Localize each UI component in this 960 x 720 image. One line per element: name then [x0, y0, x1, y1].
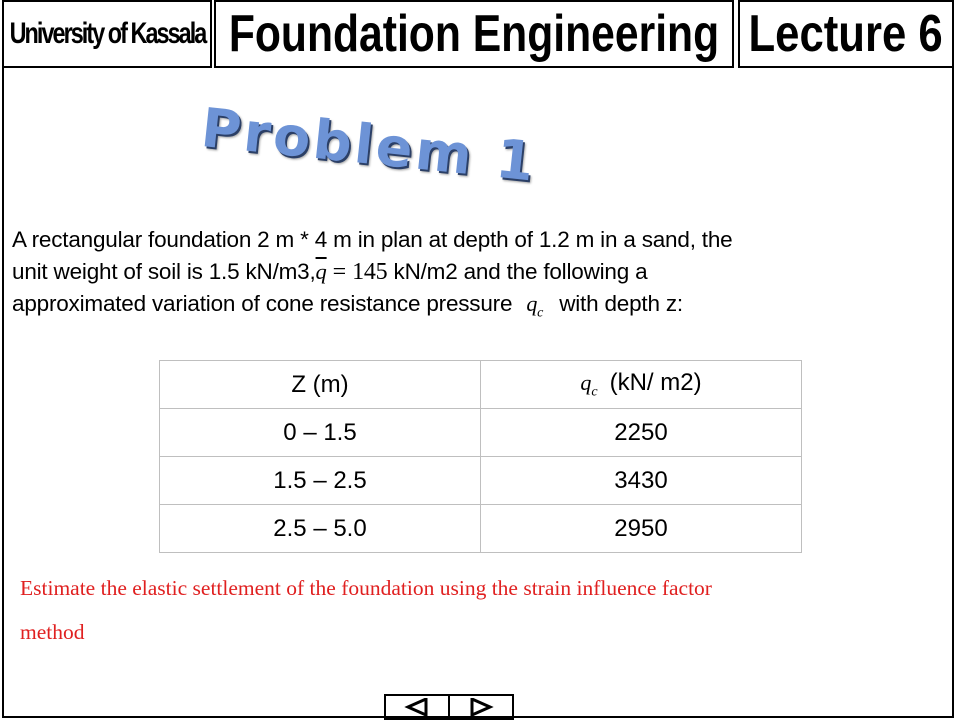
statement-line-3: approximated variation of cone resistance pressure $q_c$ with depth z:: [12, 291, 683, 321]
header-qc: $q_c$ (kN/ m2): [481, 361, 802, 409]
q-equals: =: [332, 259, 347, 285]
depth-cell: 0 – 1.5: [160, 409, 481, 457]
triangle-left-icon: [404, 698, 430, 716]
next-slide-button[interactable]: [448, 696, 512, 718]
cone-resistance-table: [159, 360, 802, 553]
depth-cell: 2.5 – 5.0: [160, 505, 481, 553]
table-header-row: [160, 361, 802, 409]
qc-cell: 3430: [481, 457, 802, 505]
university-name: University of Kassala: [9, 17, 205, 50]
q-value: 145: [352, 259, 388, 285]
header-course: [214, 0, 734, 68]
problem-title: Problem 1: [198, 96, 540, 194]
task-text: [20, 566, 840, 654]
table-row: [160, 409, 802, 457]
table-row: [160, 505, 802, 553]
task-line-1: Estimate the elastic settlement of the foundation using the strain influence factor: [20, 576, 712, 600]
triangle-right-icon: [468, 698, 494, 716]
statement-line-2: unit weight of soil is 1.5 $kN/m3,\overline{q} = 145$ kN/m2 and the following a: [12, 259, 648, 285]
qc-cell: 2250: [481, 409, 802, 457]
header-depth: Z (m): [160, 361, 481, 409]
lecture-number: Lecture 6: [748, 5, 944, 63]
depth-cell: 1.5 – 2.5: [160, 457, 481, 505]
header-university: [2, 0, 212, 68]
course-title: Foundation Engineering: [228, 5, 720, 63]
statement-line-1: A rectangular foundation 2 m * 4 m in plan at depth of 1.2 m in a sand, the: [12, 227, 733, 252]
task-line-2: method: [20, 620, 85, 644]
qc-symbol: $q_c$: [580, 369, 598, 400]
q-symbol: $\overline{q}$: [315, 259, 327, 284]
slide-navigation: [384, 694, 514, 720]
previous-slide-button[interactable]: [386, 696, 448, 718]
qc-symbol: $q_c$: [526, 291, 544, 321]
qc-cell: 2950: [481, 505, 802, 553]
table-row: [160, 457, 802, 505]
header-lecture: [738, 0, 954, 68]
problem-statement: [12, 224, 912, 329]
